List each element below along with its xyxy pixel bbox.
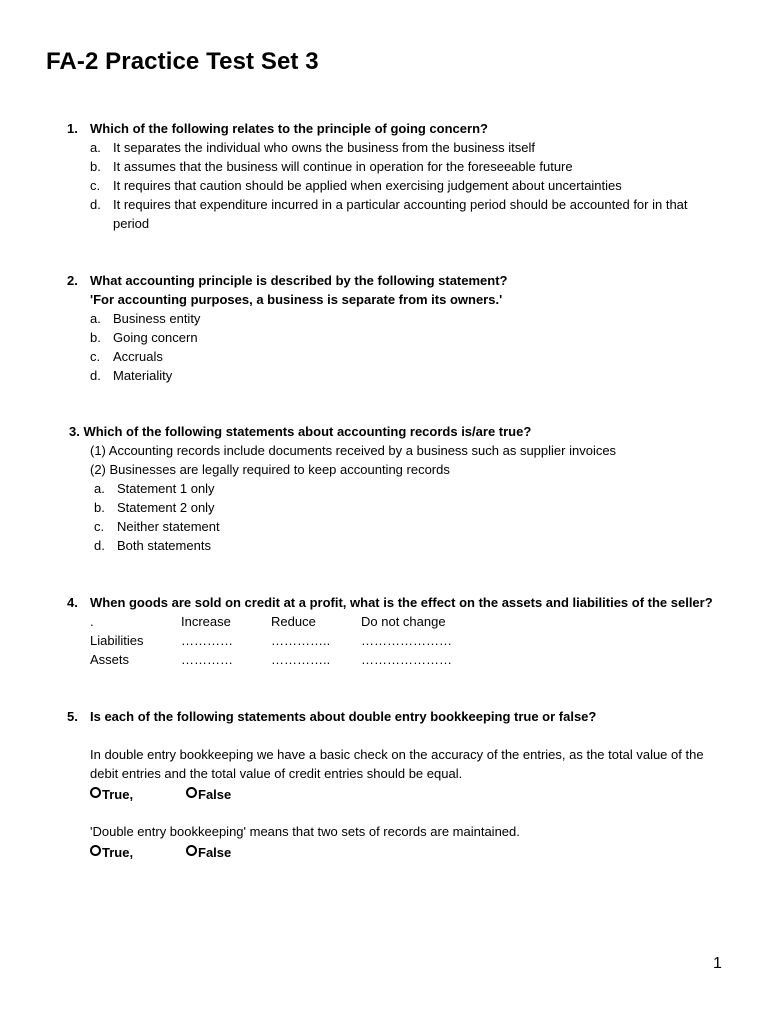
question-number: 4. xyxy=(67,595,78,610)
grid-corner: . xyxy=(90,614,94,629)
question-label: Which of the following relates to the principle of going concern? xyxy=(90,121,488,136)
question-2 xyxy=(46,271,508,385)
question-1 xyxy=(46,119,698,233)
option-d xyxy=(46,195,698,233)
statement-1: (1) Accounting records include documents received by a business such as supplier invoices xyxy=(90,443,617,458)
option-b xyxy=(46,328,508,347)
question-label: Is each of the following statements about double entry bookkeeping true or false? xyxy=(90,709,597,724)
answer-blank[interactable]: ………… xyxy=(181,633,233,648)
true-radio[interactable] xyxy=(90,845,101,856)
option-letter: a. xyxy=(90,140,101,155)
false-label: False xyxy=(198,845,232,860)
answer-grid-row-assets xyxy=(46,650,713,669)
question-2-quote: 'For accounting purposes, a business is separate from its owners.' xyxy=(90,292,503,307)
question-5-text xyxy=(46,707,726,726)
option-letter: c. xyxy=(90,349,101,364)
question-4-text xyxy=(46,593,713,612)
option-c xyxy=(46,176,698,195)
option-letter: c. xyxy=(90,178,101,193)
statement-2-text: 'Double entry bookkeeping' means that two sets of records are maintained. xyxy=(90,824,520,839)
option-d xyxy=(46,536,616,555)
option-c xyxy=(46,517,616,536)
answer-blank[interactable]: ………………… xyxy=(361,633,452,648)
question-number: 2. xyxy=(67,273,78,288)
grid-header-increase: Increase xyxy=(181,614,231,629)
false-radio[interactable] xyxy=(186,845,197,856)
option-text: Business entity xyxy=(113,311,201,326)
option-text: It separates the individual who owns the business from the business itself xyxy=(113,140,536,155)
statement-2: (2) Businesses are legally required to keep accounting records xyxy=(90,462,450,477)
option-letter: b. xyxy=(90,159,101,174)
question-label: What accounting principle is described by the following statement? xyxy=(90,273,508,288)
option-letter: a. xyxy=(90,311,101,326)
grid-row-label: Liabilities xyxy=(90,633,144,648)
question-4 xyxy=(46,593,713,669)
question-1-text xyxy=(46,119,698,138)
option-text: Materiality xyxy=(113,368,173,383)
option-text: It requires that expenditure incurred in a particular accounting period should be accounted for in that period xyxy=(113,197,688,231)
option-text: Going concern xyxy=(113,330,198,345)
question-label: When goods are sold on credit at a profit, what is the effect on the assets and liabilities of the seller? xyxy=(90,595,713,610)
option-letter: b. xyxy=(94,500,105,515)
option-letter: a. xyxy=(94,481,105,496)
answer-blank[interactable]: ………….. xyxy=(271,633,331,648)
true-false-choice-2 xyxy=(46,842,726,862)
page-title: FA-2 Practice Test Set 3 xyxy=(46,48,319,75)
option-text: Statement 2 only xyxy=(117,500,215,515)
option-letter: b. xyxy=(90,330,101,345)
option-text: It assumes that the business will continue in operation for the foreseeable future xyxy=(113,159,573,174)
false-radio[interactable] xyxy=(186,787,197,798)
option-a xyxy=(46,138,698,157)
answer-blank[interactable]: ………………… xyxy=(361,652,452,667)
false-label: False xyxy=(198,787,232,802)
true-false-choice-1 xyxy=(46,784,726,804)
option-b xyxy=(46,498,616,517)
question-2-text xyxy=(46,271,508,290)
option-letter: d. xyxy=(94,538,105,553)
page-number: 1 xyxy=(713,955,722,972)
option-text: It requires that caution should be applied when exercising judgement about uncertainties xyxy=(113,178,622,193)
option-text: Both statements xyxy=(117,538,211,553)
option-text: Statement 1 only xyxy=(117,481,215,496)
question-number: 5. xyxy=(67,709,78,724)
true-label: True, xyxy=(102,787,134,802)
option-text: Accruals xyxy=(113,349,163,364)
answer-grid-row-liabilities xyxy=(46,631,713,650)
question-3-text: 3. Which of the following statements about accounting records is/are true? xyxy=(69,424,532,439)
option-a xyxy=(46,479,616,498)
option-text: Neither statement xyxy=(117,519,220,534)
statement-1-text: In double entry bookkeeping we have a basic check on the accuracy of the entries, as the total value of the debit entries and the total value of credit entries should be equal. xyxy=(90,747,704,781)
question-5 xyxy=(46,707,726,862)
grid-header-reduce: Reduce xyxy=(271,614,316,629)
question-3 xyxy=(46,422,616,555)
grid-header-no-change: Do not change xyxy=(361,614,446,629)
option-a xyxy=(46,309,508,328)
true-radio[interactable] xyxy=(90,787,101,798)
true-label: True, xyxy=(102,845,134,860)
option-b xyxy=(46,157,698,176)
grid-row-label: Assets xyxy=(90,652,130,667)
answer-blank[interactable]: ………….. xyxy=(271,652,331,667)
answer-blank[interactable]: ………… xyxy=(181,652,233,667)
option-letter: c. xyxy=(94,519,105,534)
question-number: 1. xyxy=(67,121,78,136)
answer-grid-header xyxy=(46,612,713,631)
option-letter: d. xyxy=(90,368,101,383)
option-letter: d. xyxy=(90,197,101,212)
option-c xyxy=(46,347,508,366)
option-d xyxy=(46,366,508,385)
